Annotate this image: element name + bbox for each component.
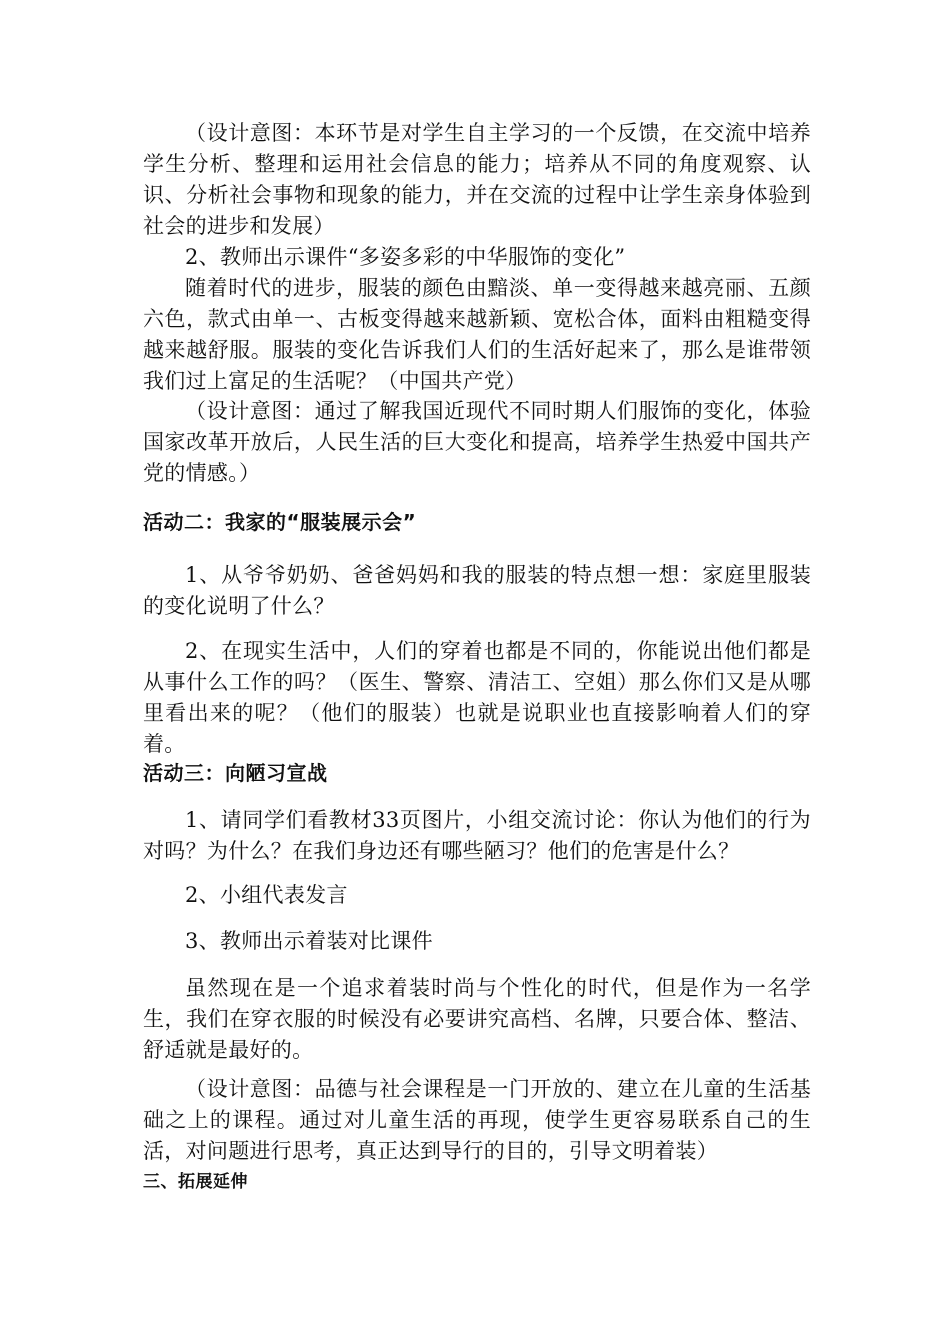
activity-three-item-2: 2、小组代表发言 bbox=[185, 883, 348, 907]
activity-three-item-3: 3、教师出示着装对比课件 bbox=[185, 929, 433, 953]
section-three-heading: 三、拓展延伸 bbox=[143, 1172, 248, 1192]
design-intent-paragraph-1: （设计意图：本环节是对学生自主学习的一个反馈，在交流中培养学生分析、整理和运用社会信息的能力；培养从不同的角度观察、认识、分析社会事物和现象的能力，并在交流的过程中让学生亲身体验到社会的进步和发展） bbox=[143, 121, 811, 238]
activity-two-heading: 活动二：我家的“服装展示会” bbox=[143, 510, 417, 534]
activity-three-item-1: 1、请同学们看教材33页图片，小组交流讨论：你认为他们的行为对吗？为什么？在我们身边还有哪些陋习？他们的危害是什么？ bbox=[143, 808, 811, 863]
activity-three-heading: 活动三：向陋习宣战 bbox=[143, 761, 328, 785]
design-intent-paragraph-2: （设计意图：通过了解我国近现代不同时期人们服饰的变化，体验国家改革开放后，人民生活的巨大变化和提高，培养学生热爱中国共产党的情感。） bbox=[143, 399, 811, 485]
step-2-courseware-paragraph: 2、教师出示课件“多姿多彩的中华服饰的变化” bbox=[185, 245, 626, 269]
dress-advice-paragraph: 虽然现在是一个追求着装时尚与个性化的时代，但是作为一名学生，我们在穿衣服的时候没有必要讲究高档、名牌，只要合体、整洁、舒适就是最好的。 bbox=[143, 976, 811, 1062]
activity-two-item-1: 1、从爷爷奶奶、爸爸妈妈和我的服装的特点想一想：家庭里服装的变化说明了什么？ bbox=[143, 563, 811, 618]
design-intent-paragraph-3: （设计意图：品德与社会课程是一门开放的、建立在儿童的生活基础之上的课程。通过对儿童生活的再现，使学生更容易联系自己的生活，对问题进行思考，真正达到导行的目的，引导文明着装） bbox=[143, 1077, 811, 1163]
clothing-change-paragraph: 随着时代的进步，服装的颜色由黯淡、单一变得越来越亮丽、五颜六色，款式由单一、古板变得越来越新颖、宽松合体，面料由粗糙变得越来越舒服。服装的变化告诉我们人们的生活好起来了，那么是谁带领我们过上富足的生活呢？（中国共产党） bbox=[143, 276, 811, 393]
activity-two-item-2: 2、在现实生活中，人们的穿着也都是不同的，你能说出他们都是从事什么工作的吗？（医生、警察、清洁工、空姐）那么你们又是从哪里看出来的呢？（他们的服装）也就是说职业也直接影响着人们的穿着。 bbox=[143, 639, 811, 756]
